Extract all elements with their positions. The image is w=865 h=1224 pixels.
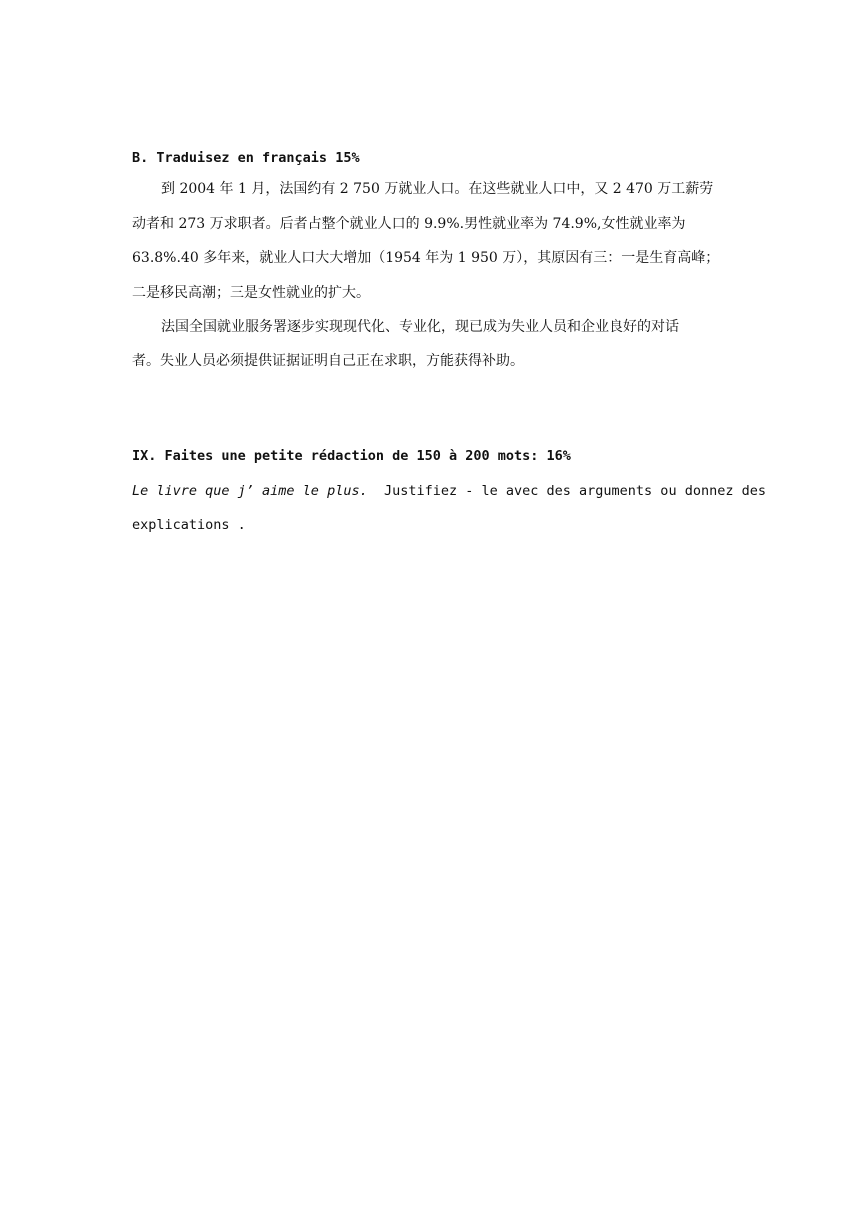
prompt-book-title: Le livre que j’ aime le plus. (132, 483, 368, 499)
paragraph1-line4: 二是移民高潮；三是女性就业的扩大。 (132, 285, 370, 301)
paragraph1-line2: 动者和 273 万求职者。后者占整个就业人口的 9.9%.男性就业率为 74.9%,女性就业率为 (132, 216, 686, 232)
section-ix-heading: IX. Faites une petite rédaction de 150 à 200 mots: 16% (132, 448, 571, 464)
paragraph1-line1: 到 2004 年 1 月，法国约有 2 750 万就业人口。在这些就业人口中，又 2 470 万工薪劳 (161, 181, 714, 197)
writing-prompt-line1 (132, 481, 766, 501)
prompt-instruction: Justifiez - le avec des arguments ou donnez des (383, 483, 766, 499)
writing-prompt-line2: explications . (132, 517, 246, 533)
paragraph1-line3: 63.8%.40 多年来，就业人口大大增加（1954 年为 1 950 万），其原因有三：一是生育高峰； (132, 250, 720, 266)
paragraph2-line2: 者。失业人员必须提供证据证明自己正在求职，方能获得补助。 (132, 353, 524, 369)
section-b-heading: B. Traduisez en français 15% (132, 150, 360, 166)
paragraph2-line1: 法国全国就业服务署逐步实现现代化、专业化，现已成为失业人员和企业良好的对话 (161, 319, 679, 335)
